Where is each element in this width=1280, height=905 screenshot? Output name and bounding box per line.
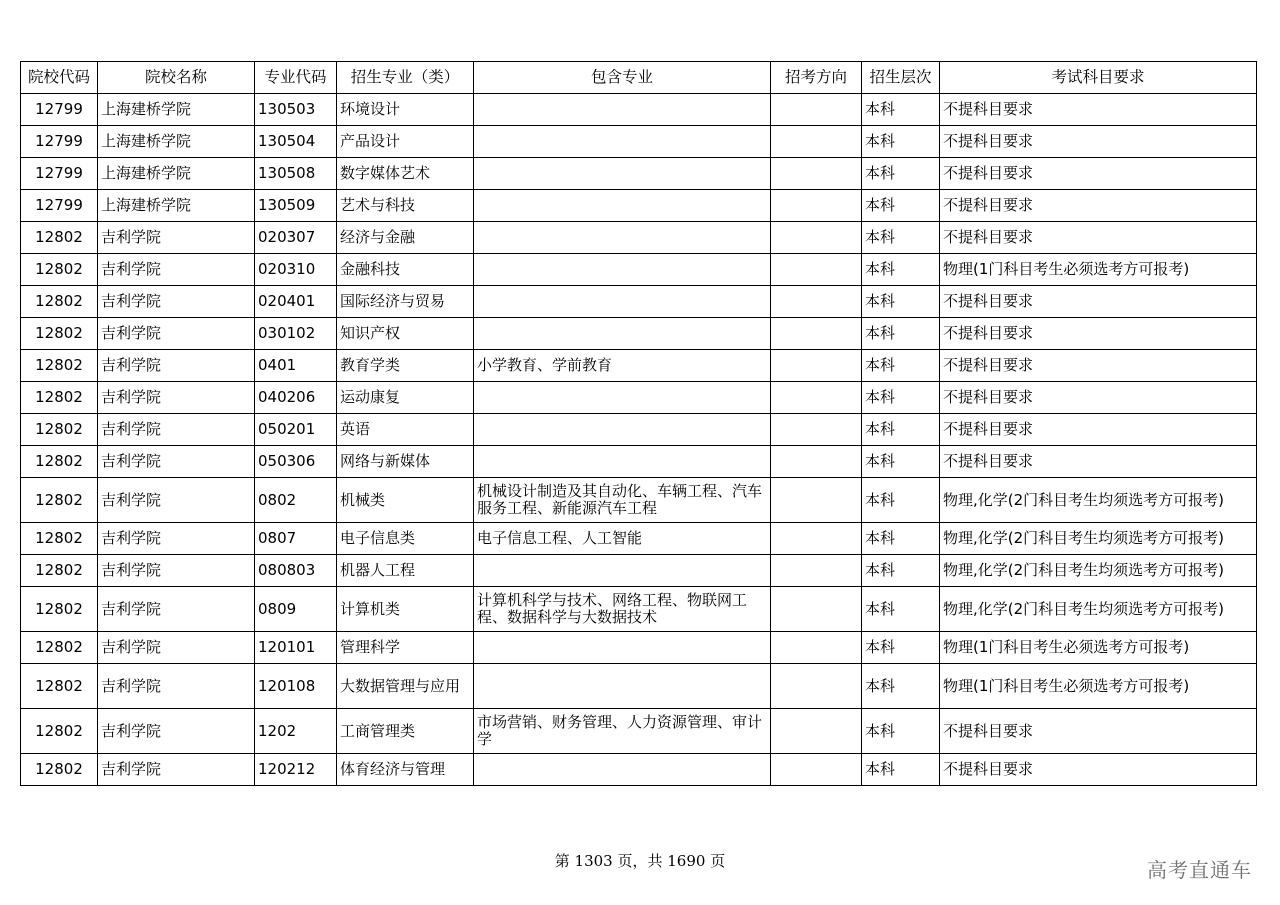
- cell-major-name: 运动康复: [337, 382, 474, 414]
- cell-subject-requirements: 不提科目要求: [940, 158, 1257, 190]
- cell-direction: [771, 664, 862, 709]
- table-row: [21, 254, 1257, 286]
- cell-major-name: 机器人工程: [337, 555, 474, 587]
- table-row: [21, 222, 1257, 254]
- cell-subject-requirements: 不提科目要求: [940, 94, 1257, 126]
- cell-direction: [771, 414, 862, 446]
- cell-major-code: 080803: [255, 555, 337, 587]
- cell-school-name: 吉利学院: [98, 709, 255, 754]
- cell-school-code: 12802: [21, 286, 98, 318]
- cell-level: 本科: [862, 318, 940, 350]
- table-row: [21, 414, 1257, 446]
- cell-direction: [771, 754, 862, 786]
- cell-level: 本科: [862, 158, 940, 190]
- cell-subject-requirements: 不提科目要求: [940, 350, 1257, 382]
- cell-level: 本科: [862, 446, 940, 478]
- cell-included-majors: 小学教育、学前教育: [474, 350, 771, 382]
- cell-included-majors: 电子信息工程、人工智能: [474, 523, 771, 555]
- cell-direction: [771, 709, 862, 754]
- cell-subject-requirements: 物理,化学(2门科目考生均须选考方可报考): [940, 555, 1257, 587]
- cell-included-majors: [474, 94, 771, 126]
- cell-direction: [771, 254, 862, 286]
- table-row: [21, 478, 1257, 523]
- header-subject-requirements: 考试科目要求: [940, 62, 1257, 94]
- cell-subject-requirements: 不提科目要求: [940, 126, 1257, 158]
- cell-level: 本科: [862, 632, 940, 664]
- cell-subject-requirements: 物理(1门科目考生必须选考方可报考): [940, 664, 1257, 709]
- cell-major-code: 120101: [255, 632, 337, 664]
- cell-subject-requirements: 物理,化学(2门科目考生均须选考方可报考): [940, 478, 1257, 523]
- cell-major-code: 0807: [255, 523, 337, 555]
- cell-direction: [771, 286, 862, 318]
- cell-included-majors: [474, 254, 771, 286]
- cell-school-code: 12799: [21, 190, 98, 222]
- cell-major-code: 120108: [255, 664, 337, 709]
- cell-school-name: 吉利学院: [98, 414, 255, 446]
- cell-direction: [771, 446, 862, 478]
- cell-school-name: 吉利学院: [98, 318, 255, 350]
- table-row: [21, 382, 1257, 414]
- cell-level: 本科: [862, 190, 940, 222]
- cell-major-name: 大数据管理与应用: [337, 664, 474, 709]
- watermark: 高考直通车: [1147, 858, 1252, 882]
- cell-major-code: 130504: [255, 126, 337, 158]
- header-level: 招生层次: [862, 62, 940, 94]
- cell-school-code: 12799: [21, 158, 98, 190]
- cell-direction: [771, 158, 862, 190]
- cell-included-majors: 计算机科学与技术、网络工程、物联网工程、数据科学与大数据技术: [474, 587, 771, 632]
- cell-major-code: 030102: [255, 318, 337, 350]
- cell-direction: [771, 632, 862, 664]
- cell-major-name: 体育经济与管理: [337, 754, 474, 786]
- cell-direction: [771, 587, 862, 632]
- cell-included-majors: [474, 664, 771, 709]
- cell-subject-requirements: 不提科目要求: [940, 414, 1257, 446]
- cell-school-name: 吉利学院: [98, 664, 255, 709]
- cell-level: 本科: [862, 587, 940, 632]
- cell-school-name: 上海建桥学院: [98, 158, 255, 190]
- cell-school-code: 12802: [21, 664, 98, 709]
- cell-school-name: 吉利学院: [98, 350, 255, 382]
- table-row: [21, 126, 1257, 158]
- cell-school-name: 吉利学院: [98, 555, 255, 587]
- cell-level: 本科: [862, 382, 940, 414]
- cell-level: 本科: [862, 523, 940, 555]
- cell-major-name: 计算机类: [337, 587, 474, 632]
- cell-major-name: 产品设计: [337, 126, 474, 158]
- cell-major-code: 020401: [255, 286, 337, 318]
- cell-direction: [771, 126, 862, 158]
- cell-subject-requirements: 不提科目要求: [940, 190, 1257, 222]
- header-school-code: 院校代码: [21, 62, 98, 94]
- table-row: [21, 446, 1257, 478]
- table-row: [21, 664, 1257, 709]
- cell-included-majors: 市场营销、财务管理、人力资源管理、审计学: [474, 709, 771, 754]
- cell-subject-requirements: 物理(1门科目考生必须选考方可报考): [940, 254, 1257, 286]
- cell-school-name: 吉利学院: [98, 754, 255, 786]
- cell-school-code: 12802: [21, 523, 98, 555]
- cell-school-code: 12802: [21, 446, 98, 478]
- cell-subject-requirements: 不提科目要求: [940, 709, 1257, 754]
- cell-included-majors: 机械设计制造及其自动化、车辆工程、汽车服务工程、新能源汽车工程: [474, 478, 771, 523]
- cell-major-code: 050201: [255, 414, 337, 446]
- cell-major-code: 0401: [255, 350, 337, 382]
- cell-included-majors: [474, 222, 771, 254]
- table-row: [21, 94, 1257, 126]
- cell-level: 本科: [862, 709, 940, 754]
- header-included-majors: 包含专业: [474, 62, 771, 94]
- cell-major-code: 0809: [255, 587, 337, 632]
- cell-included-majors: [474, 446, 771, 478]
- cell-school-name: 上海建桥学院: [98, 190, 255, 222]
- cell-school-code: 12802: [21, 587, 98, 632]
- header-school-name: 院校名称: [98, 62, 255, 94]
- table-row: [21, 709, 1257, 754]
- cell-subject-requirements: 不提科目要求: [940, 222, 1257, 254]
- cell-subject-requirements: 不提科目要求: [940, 382, 1257, 414]
- cell-level: 本科: [862, 126, 940, 158]
- cell-included-majors: [474, 190, 771, 222]
- cell-school-code: 12802: [21, 414, 98, 446]
- cell-school-name: 吉利学院: [98, 222, 255, 254]
- cell-major-name: 机械类: [337, 478, 474, 523]
- cell-school-code: 12802: [21, 709, 98, 754]
- cell-school-code: 12802: [21, 254, 98, 286]
- cell-school-name: 吉利学院: [98, 446, 255, 478]
- admissions-table: [20, 61, 1257, 786]
- cell-level: 本科: [862, 254, 940, 286]
- cell-major-code: 130509: [255, 190, 337, 222]
- cell-school-code: 12802: [21, 382, 98, 414]
- cell-direction: [771, 478, 862, 523]
- cell-subject-requirements: 物理,化学(2门科目考生均须选考方可报考): [940, 523, 1257, 555]
- cell-school-name: 吉利学院: [98, 382, 255, 414]
- table-row: [21, 286, 1257, 318]
- cell-major-code: 1202: [255, 709, 337, 754]
- cell-direction: [771, 94, 862, 126]
- page-footer: 第 1303 页，共 1690 页: [554, 852, 726, 870]
- cell-level: 本科: [862, 414, 940, 446]
- cell-major-name: 英语: [337, 414, 474, 446]
- table-row: [21, 190, 1257, 222]
- cell-major-name: 工商管理类: [337, 709, 474, 754]
- table-row: [21, 158, 1257, 190]
- cell-major-name: 管理科学: [337, 632, 474, 664]
- cell-included-majors: [474, 382, 771, 414]
- cell-major-name: 经济与金融: [337, 222, 474, 254]
- header-major: 招生专业（类）: [337, 62, 474, 94]
- cell-included-majors: [474, 754, 771, 786]
- cell-level: 本科: [862, 286, 940, 318]
- cell-major-name: 知识产权: [337, 318, 474, 350]
- table-row: [21, 318, 1257, 350]
- cell-school-name: 上海建桥学院: [98, 126, 255, 158]
- table-row: [21, 555, 1257, 587]
- cell-school-code: 12799: [21, 94, 98, 126]
- cell-school-name: 吉利学院: [98, 254, 255, 286]
- cell-major-name: 艺术与科技: [337, 190, 474, 222]
- cell-level: 本科: [862, 478, 940, 523]
- admissions-table-container: [20, 61, 1256, 786]
- cell-major-code: 120212: [255, 754, 337, 786]
- cell-school-code: 12802: [21, 350, 98, 382]
- cell-major-name: 环境设计: [337, 94, 474, 126]
- table-row: [21, 587, 1257, 632]
- cell-school-name: 吉利学院: [98, 478, 255, 523]
- table-row: [21, 754, 1257, 786]
- cell-direction: [771, 523, 862, 555]
- cell-major-code: 130508: [255, 158, 337, 190]
- cell-major-name: 数字媒体艺术: [337, 158, 474, 190]
- table-header-row: [21, 62, 1257, 94]
- cell-school-name: 吉利学院: [98, 587, 255, 632]
- cell-school-code: 12802: [21, 222, 98, 254]
- cell-major-code: 040206: [255, 382, 337, 414]
- cell-included-majors: [474, 414, 771, 446]
- cell-subject-requirements: 不提科目要求: [940, 318, 1257, 350]
- cell-included-majors: [474, 318, 771, 350]
- header-direction: 招考方向: [771, 62, 862, 94]
- cell-direction: [771, 350, 862, 382]
- cell-subject-requirements: 不提科目要求: [940, 286, 1257, 318]
- cell-school-name: 吉利学院: [98, 523, 255, 555]
- table-row: [21, 350, 1257, 382]
- cell-level: 本科: [862, 222, 940, 254]
- cell-school-code: 12802: [21, 632, 98, 664]
- cell-level: 本科: [862, 754, 940, 786]
- cell-major-name: 国际经济与贸易: [337, 286, 474, 318]
- cell-major-name: 电子信息类: [337, 523, 474, 555]
- cell-included-majors: [474, 158, 771, 190]
- cell-level: 本科: [862, 94, 940, 126]
- cell-included-majors: [474, 632, 771, 664]
- cell-direction: [771, 318, 862, 350]
- cell-level: 本科: [862, 664, 940, 709]
- cell-school-code: 12802: [21, 318, 98, 350]
- cell-major-name: 网络与新媒体: [337, 446, 474, 478]
- cell-school-code: 12802: [21, 555, 98, 587]
- cell-subject-requirements: 物理,化学(2门科目考生均须选考方可报考): [940, 587, 1257, 632]
- cell-subject-requirements: 不提科目要求: [940, 446, 1257, 478]
- cell-major-code: 130503: [255, 94, 337, 126]
- cell-level: 本科: [862, 555, 940, 587]
- table-row: [21, 632, 1257, 664]
- cell-direction: [771, 190, 862, 222]
- cell-subject-requirements: 不提科目要求: [940, 754, 1257, 786]
- cell-major-name: 金融科技: [337, 254, 474, 286]
- cell-major-code: 0802: [255, 478, 337, 523]
- cell-major-code: 020307: [255, 222, 337, 254]
- cell-direction: [771, 382, 862, 414]
- cell-school-name: 上海建桥学院: [98, 94, 255, 126]
- header-major-code: 专业代码: [255, 62, 337, 94]
- cell-major-code: 050306: [255, 446, 337, 478]
- cell-included-majors: [474, 126, 771, 158]
- table-body: [21, 94, 1257, 786]
- cell-school-name: 吉利学院: [98, 286, 255, 318]
- cell-school-code: 12802: [21, 754, 98, 786]
- cell-direction: [771, 555, 862, 587]
- cell-school-code: 12802: [21, 478, 98, 523]
- cell-school-code: 12799: [21, 126, 98, 158]
- cell-major-code: 020310: [255, 254, 337, 286]
- cell-direction: [771, 222, 862, 254]
- cell-major-name: 教育学类: [337, 350, 474, 382]
- cell-included-majors: [474, 555, 771, 587]
- cell-level: 本科: [862, 350, 940, 382]
- cell-included-majors: [474, 286, 771, 318]
- cell-school-name: 吉利学院: [98, 632, 255, 664]
- cell-subject-requirements: 物理(1门科目考生必须选考方可报考): [940, 632, 1257, 664]
- table-row: [21, 523, 1257, 555]
